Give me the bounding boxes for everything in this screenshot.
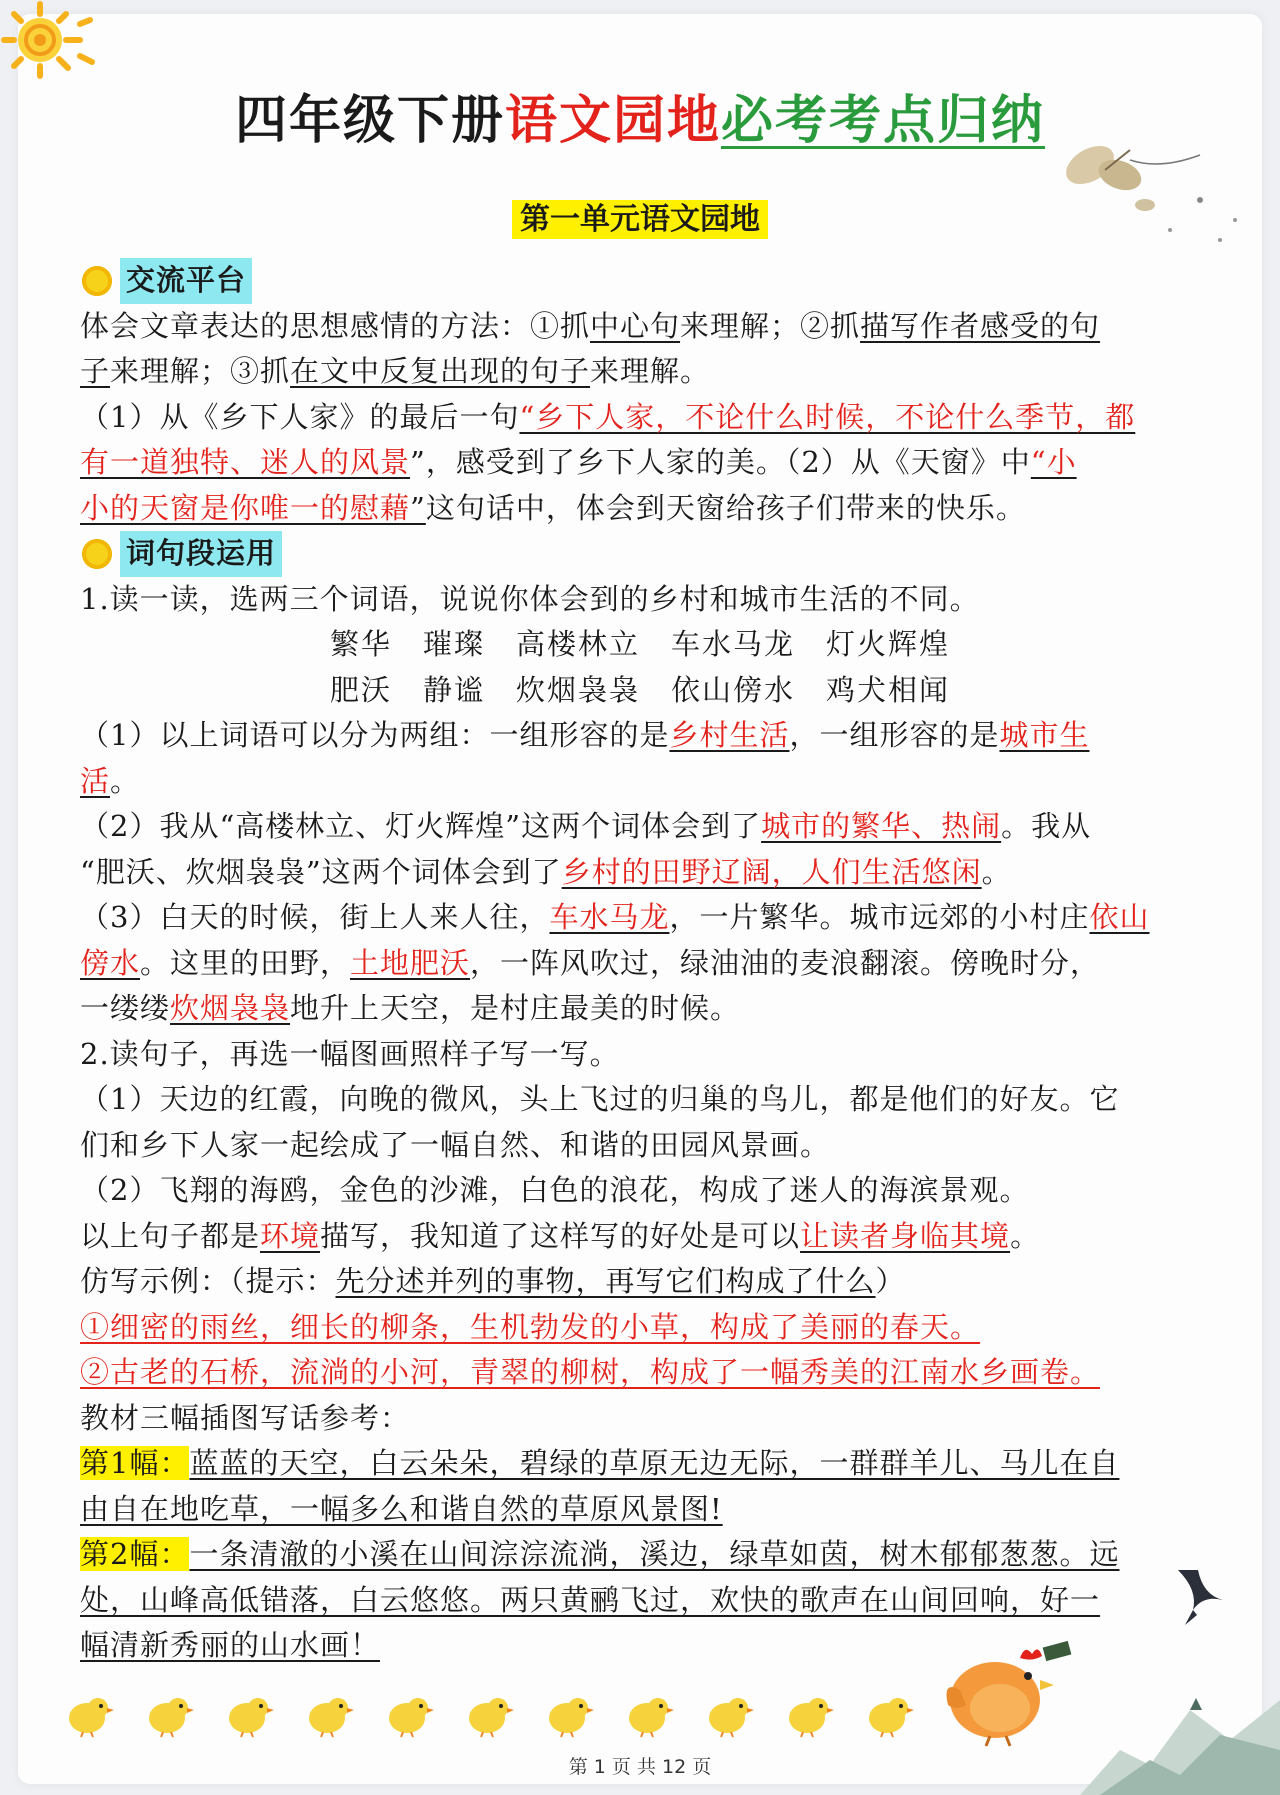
chick-icon: [225, 1692, 275, 1738]
paragraph: （1）从《乡下人家》的最后一句“乡下人家，不论什么时候，不论什么季节，都: [80, 399, 1136, 434]
chick-icon: [65, 1692, 115, 1738]
paragraph: 傍水。这里的田野，土地肥沃，一阵风吹过，绿油油的麦浪翻滚。傍晚时分，: [80, 945, 1101, 980]
chick-icon: [465, 1692, 515, 1738]
section-label: 交流平台: [120, 258, 252, 304]
paragraph: 活。: [80, 763, 141, 798]
paragraph: 第2幅：一条清澈的小溪在山间淙淙流淌，溪边，绿草如茵，树木郁郁葱葱。远: [80, 1537, 1120, 1571]
question: 2.读句子，再选一幅图画照样子写一写。: [80, 1036, 620, 1071]
paragraph: 教材三幅插图写话参考：: [80, 1400, 411, 1435]
bullet-circle-icon: [80, 537, 114, 571]
word-list: 肥沃 静谧 炊烟袅袅 依山傍水 鸡犬相闻: [329, 672, 950, 707]
paragraph: 体会文章表达的思想感情的方法：①抓中心句来理解；②抓描写作者感受的句: [80, 308, 1101, 343]
chick-icon: [705, 1692, 755, 1738]
chick-icon: [145, 1692, 195, 1738]
paragraph: 仿写示例：（提示：先分述并列的事物，再写它们构成了什么）: [80, 1264, 906, 1298]
question: 1.读一读，选两三个词语，说说你体会到的乡村和城市生活的不同。: [80, 581, 980, 616]
paragraph: 以上句子都是环境描写，我知道了这样写的好处是可以让读者身临其境。: [80, 1218, 1041, 1253]
paragraph: 一缕缕炊烟袅袅地升上天空，是村庄最美的时候。: [80, 991, 741, 1025]
paragraph: 小的天窗是你唯一的慰藉”这句话中，体会到天窗给孩子们带来的快乐。: [80, 490, 1026, 525]
title-part-2: 语文园地: [504, 91, 721, 151]
paragraph: 有一道独特、迷人的风景”，感受到了乡下人家的美。（2）从《天窗》中“小: [80, 445, 1077, 479]
paragraph: （3）白天的时候，街上人来人往，车水马龙，一片繁华。城市远郊的小村庄依山: [80, 900, 1150, 934]
paragraph: 们和乡下人家一起绘成了一幅自然、和谐的田园风景画。: [80, 1127, 831, 1162]
highlight-label: 第1幅：: [80, 1446, 190, 1480]
paragraph: 由自在地吃草，一幅多么和谐自然的草原风景图!: [80, 1491, 723, 1526]
example-sentence: ②古老的石桥，流淌的小河，青翠的柳树，构成了一幅秀美的江南水乡画卷。: [80, 1355, 1101, 1389]
unit-title: 第一单元语文园地: [0, 194, 1280, 238]
paragraph: （2）飞翔的海鸥，金色的沙滩，白色的浪花，构成了迷人的海滨景观。: [80, 1173, 1030, 1207]
highlight-label: 第2幅：: [80, 1537, 190, 1571]
section-header-exchange: [80, 258, 1200, 304]
paragraph: （1）天边的红霞，向晚的微风，头上飞过的归巢的鸟儿，都是他们的好友。它: [80, 1082, 1120, 1116]
chick-icon: [385, 1692, 435, 1738]
paragraph: 幅清新秀丽的山水画！: [80, 1628, 381, 1662]
page-title: [0, 78, 1280, 153]
example-sentence: ①细密的雨丝，细长的柳条，生机勃发的小草，构成了美丽的春天。: [80, 1309, 981, 1344]
paragraph: “肥沃、炊烟袅袅”这两个词体会到了乡村的田野辽阔，人们生活悠闲。: [80, 854, 1012, 889]
main-content: [80, 258, 1200, 1669]
paragraph: 处，山峰高低错落，白云悠悠。两只黄鹂飞过，欢快的歌声在山间回响，好一: [80, 1582, 1101, 1617]
paragraph: （1）以上词语可以分为两组：一组形容的是乡村生活，一组形容的是城市生: [80, 718, 1090, 752]
paragraph: 第1幅：蓝蓝的天空，白云朵朵，碧绿的草原无边无际，一群群羊儿、马儿在自: [80, 1446, 1120, 1480]
chick-icon: [305, 1692, 355, 1738]
bullet-circle-icon: [80, 264, 114, 298]
chick-icon: [625, 1692, 675, 1738]
title-part-3: 必考考点归纳: [721, 91, 1046, 151]
page-number: 第 1 页 共 12 页: [568, 1756, 712, 1778]
section-header-usage: [80, 531, 1200, 577]
chick-icon: [865, 1692, 915, 1738]
paragraph: 子来理解；③抓在文中反复出现的句子来理解。: [80, 354, 711, 388]
chick-icon: [785, 1692, 835, 1738]
chick-decoration-row: [65, 1692, 935, 1742]
paragraph: （2）我从“高楼林立、灯火辉煌”这两个词体会到了城市的繁华、热闹。我从: [80, 809, 1092, 843]
word-list: 繁华 璀璨 高楼林立 车水马龙 灯火辉煌: [329, 627, 950, 661]
title-part-1: 四年级下册: [234, 91, 505, 151]
chick-icon: [545, 1692, 595, 1738]
section-label: 词句段运用: [120, 531, 282, 577]
